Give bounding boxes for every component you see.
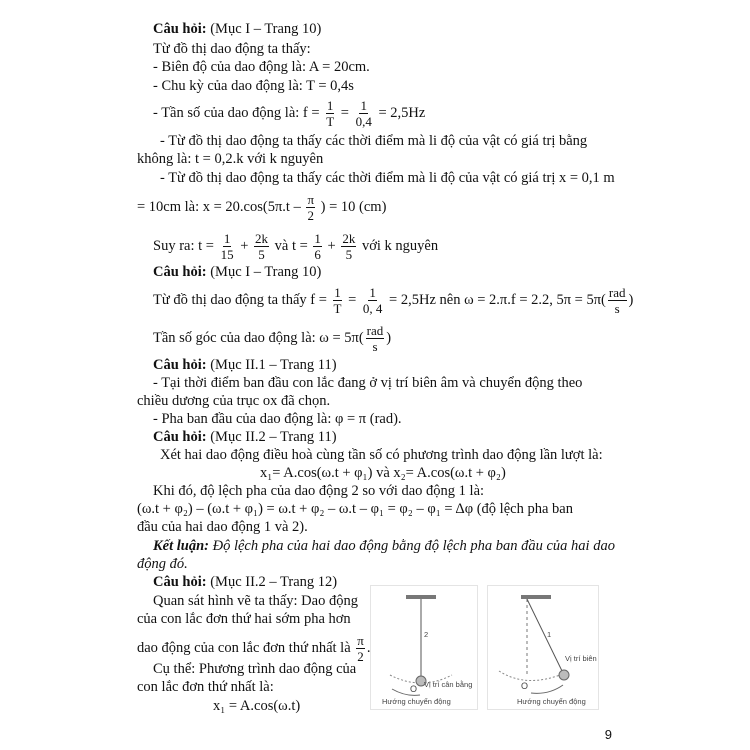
- formula-line: x₁ = A.cos(ω.t): [213, 698, 301, 714]
- text-line: - Biên độ của dao động là: A = 20cm.: [153, 59, 370, 75]
- text-line: động đó.: [137, 556, 188, 572]
- formula-line: Từ đồ thị dao động ta thấy f = $\frac{1}{T}$ = $\frac{1}{0, 4}$ = 2,5Hz nên ω = 2.π.f = 2.2, 5π = 5π( $\frac{\text{rad}}{s}$ ): [153, 285, 634, 316]
- text-line: con lắc đơn thứ nhất là:: [137, 679, 274, 695]
- text-line: Quan sát hình vẽ ta thấy: Dao động: [153, 593, 358, 609]
- formula-line: Suy ra: t = $\frac{1}{15}$ + $\frac{2k}{5}$ và t = $\frac{1}{6}$ + $\frac{2k}{5}$ với k nguyên: [153, 231, 439, 262]
- pendulum-figure-1: [370, 585, 478, 710]
- origin-label: O: [410, 684, 418, 694]
- text-line: Xét hai dao động điều hoà cùng tần số có phương trình dao động lần lượt là:: [160, 447, 603, 463]
- question-heading: Câu hỏi: (Mục I – Trang 10): [153, 21, 322, 37]
- formula-line: = 10cm là: x = 20.cos(5π.t – $\frac{\pi}{2}$ ) = 10 (cm): [137, 192, 387, 223]
- formula-line: - Tần số của dao động là: f = $\frac{1}{T}$ = $\frac{1}{0,4}$ = 2,5Hz: [153, 98, 426, 129]
- text-line: - Tại thời điểm ban đầu con lắc đang ở vị trí biên âm và chuyển động theo: [153, 375, 583, 391]
- conclusion-line: Kết luận: Độ lệch pha của hai dao động bằng độ lệch pha ban đầu của hai dao: [153, 538, 615, 554]
- pendulum-number: 2: [424, 630, 429, 639]
- text-line: - Từ đồ thị dao động ta thấy các thời điểm mà li độ của vật có giá trị x = 0,1 m: [160, 170, 615, 186]
- pendulum-figure-2: [487, 585, 599, 710]
- page-number: 9: [604, 727, 612, 742]
- pendulum-support: [406, 595, 436, 599]
- text-line: chiều dương của trục ox đã chọn.: [137, 393, 331, 409]
- pendulum-number: 1: [547, 630, 552, 639]
- pendulum-support: [521, 595, 551, 599]
- text-line: - Pha ban đầu của dao động là: φ = π (rad).: [153, 411, 402, 427]
- text-line: (ω.t + φ₂) – (ω.t + φ₁) = ω.t + φ₂ – ω.t – φ₁ = φ₂ – φ₁ = Δφ (độ lệch pha ban: [137, 501, 573, 517]
- text-line: đầu của hai dao động 1 và 2).: [137, 519, 308, 535]
- text-line: không là: t = 0,2.k với k nguyên: [137, 151, 324, 167]
- text-line: Khi đó, độ lệch pha của dao động 2 so với dao động 1 là:: [153, 483, 485, 499]
- text-line: - Chu kỳ của dao động là: T = 0,4s: [153, 78, 354, 94]
- formula-line: Tần số góc của dao động là: ω = 5π( $\frac{\text{rad}}{s}$ ): [153, 323, 392, 354]
- question-heading: Câu hỏi: (Mục II.1 – Trang 11): [153, 357, 337, 373]
- text-line: Cụ thể: Phương trình dao động của: [153, 661, 357, 677]
- direction-label: Hướng chuyển động: [517, 697, 586, 706]
- pendulum-bob: [559, 670, 569, 680]
- question-heading: Câu hỏi: (Mục II.2 – Trang 11): [153, 429, 337, 445]
- question-heading: Câu hỏi: (Mục II.2 – Trang 12): [153, 574, 338, 590]
- text-line: Từ đồ thị dao động ta thấy:: [153, 41, 311, 57]
- position-label: Vị trí cân bằng: [424, 680, 473, 689]
- direction-label: Hướng chuyển động: [382, 697, 451, 706]
- text-line: - Từ đồ thị dao động ta thấy các thời điểm mà li độ của vật có giá trị bằng: [160, 133, 588, 149]
- formula-line: dao động của con lắc đơn thứ nhất là $\frac{\pi}{2}$ .: [137, 633, 371, 664]
- position-label: Vị trí biên: [565, 654, 597, 663]
- formula-line: x₁= A.cos(ω.t + φ₁) và x₂= A.cos(ω.t + φ₂): [260, 465, 506, 481]
- origin-label: O: [521, 681, 529, 691]
- question-heading: Câu hỏi: (Mục I – Trang 10): [153, 264, 322, 280]
- text-line: của con lắc đơn thứ hai sớm pha hơn: [137, 611, 351, 627]
